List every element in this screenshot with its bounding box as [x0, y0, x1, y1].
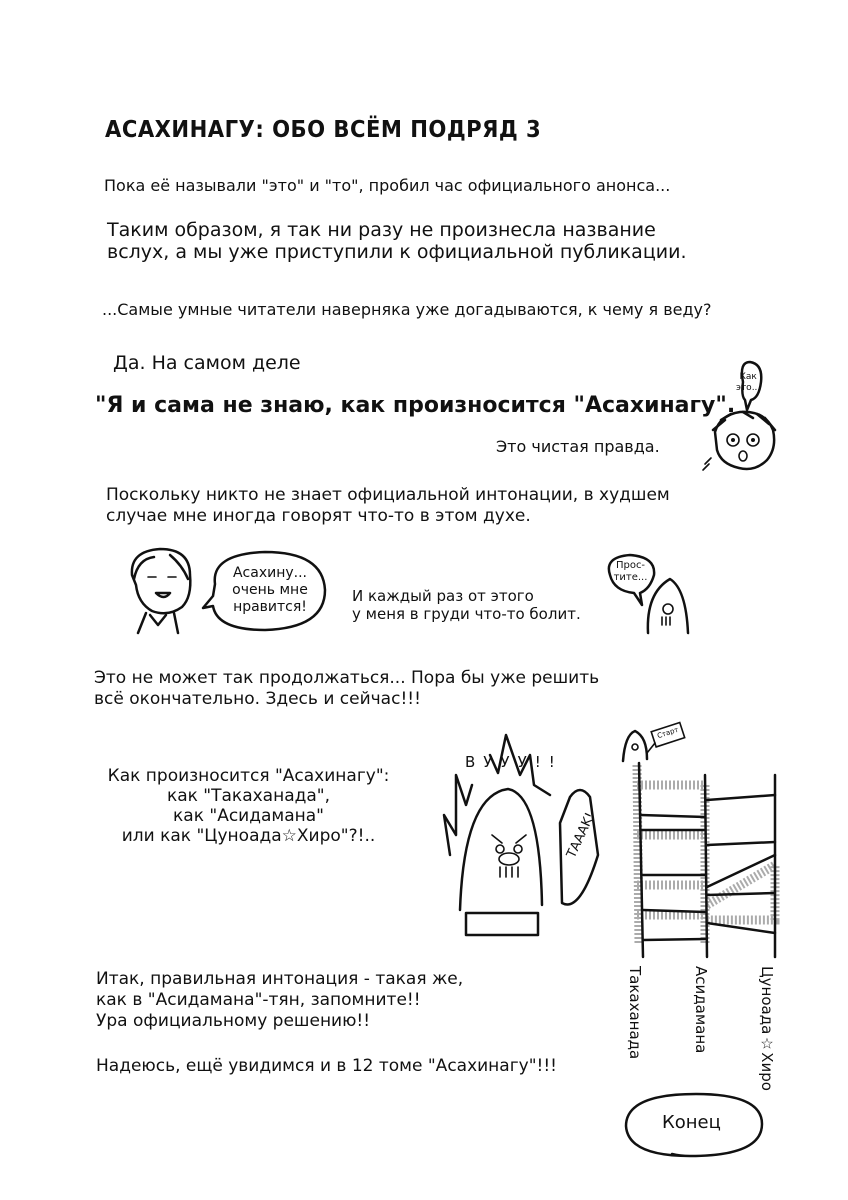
ladder-label-takahanada: Такаханада	[626, 966, 644, 1060]
pain-text	[352, 587, 581, 623]
start-sign-text: Старт	[656, 725, 680, 741]
ladder-label-tsunoada-hiro: Цуноада☆Хиро	[758, 966, 776, 1091]
fan-bubble-line-1: Асахину...	[232, 565, 308, 581]
sorry-bubble-line-2: тите...	[613, 572, 648, 583]
paragraph-3-lead: Да. На самом деле	[113, 352, 301, 374]
ladder-vertical-1	[639, 763, 643, 957]
author-bubble-line-2: это...	[736, 383, 761, 393]
sorry-bubble-line-1: Прос-	[615, 560, 646, 571]
paragraph-5-line-1: Это не может так продолжаться... Пора бы уже решить	[94, 668, 600, 688]
end-label: Конец	[662, 1112, 721, 1133]
question-block	[86, 766, 411, 846]
question-line-1: Как произносится "Асахинагу":	[107, 766, 390, 786]
paragraph-5	[94, 668, 599, 710]
farewell-line: Надеюсь, ещё увидимся и в 12 томе "Асахинагу"!!!	[96, 1056, 557, 1076]
paragraph-5-line-2: всё окончательно. Здесь и сейчас!!!	[94, 689, 421, 709]
ladder-label-asidamana: Асидамана	[692, 966, 710, 1054]
paragraph-2: ...Самые умные читатели наверняка уже догадываются, к чему я веду?	[102, 300, 712, 319]
paragraph-1-line-1: Таким образом, я так ни разу не произнесла название	[107, 219, 656, 241]
pain-text-line-2: у меня в груди что-то болит.	[352, 605, 581, 623]
author-bubble-line-1: Как	[739, 372, 757, 382]
conclusion-line-3: Ура официальному решению!!	[96, 1011, 371, 1031]
conclusion-line-2: как в "Асидамана"-тян, запомните!!	[96, 990, 421, 1010]
ladder-rungs-right	[707, 795, 775, 933]
paragraph-1	[107, 219, 687, 263]
conclusion-line-1: Итак, правильная интонация - такая же,	[96, 969, 464, 989]
paragraph-4-line-1: Поскольку никто не знает официальной интонации, в худшем	[106, 485, 670, 505]
fire-sound-effect: ВУУУ!!	[465, 753, 563, 771]
fan-speech-bubble	[220, 565, 320, 616]
pain-text-line-1: И каждый раз от этого	[352, 587, 534, 605]
fan-bubble-line-2: очень мне	[232, 582, 308, 598]
paragraph-3-tail: Это чистая правда.	[496, 437, 660, 456]
paragraph-4	[106, 485, 670, 527]
shout-sign-text: ТААAK!	[564, 810, 599, 861]
author-speech-bubble	[736, 372, 760, 394]
paragraph-3-quote: "Я и сама не знаю, как произносится "Асахинагу".	[95, 393, 736, 418]
question-line-4: или как "Цуноада☆Хиро"?!..	[121, 826, 376, 846]
page-title: АСАХИНАГУ: ОБО ВСЁМ ПОДРЯД 3	[105, 117, 542, 143]
fan-bubble-line-3: нравится!	[233, 599, 307, 615]
conclusion	[96, 969, 463, 1032]
question-line-2: как "Такаханада",	[166, 786, 331, 806]
question-line-3: как "Асидамана"	[173, 806, 324, 826]
paragraph-1-line-2: вслух, а мы уже приступили к официальной публикации.	[107, 241, 687, 263]
intro-line: Пока её называли "это" и "то", пробил час официального анонса...	[104, 176, 671, 195]
paragraph-4-line-2: случае мне иногда говорят что-то в этом духе.	[106, 506, 531, 526]
amidakuji-ladder	[615, 725, 785, 965]
sorry-speech-bubble	[608, 560, 653, 584]
